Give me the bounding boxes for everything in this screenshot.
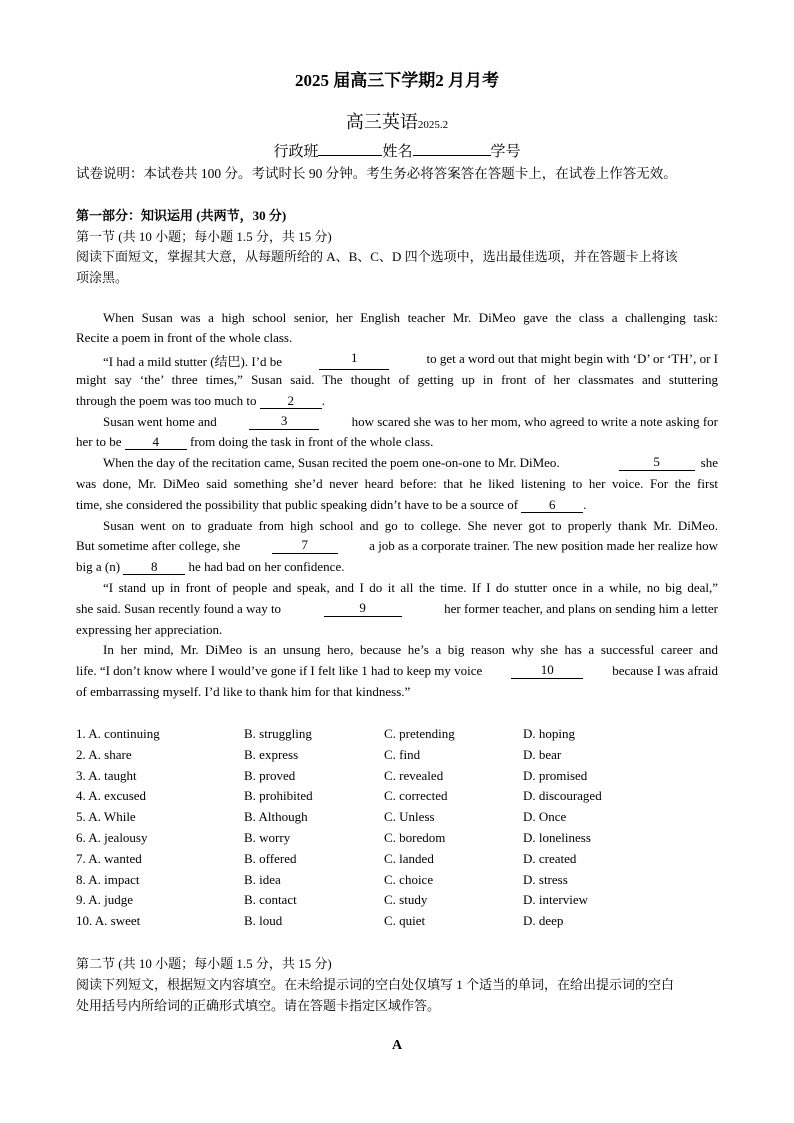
blank-6: 6	[521, 498, 583, 513]
passage-p7-line2	[76, 663, 718, 679]
option-4-b: B. prohibited	[244, 788, 313, 804]
exam-title: 2025 届高三下学期2 月月考	[295, 71, 499, 90]
passage-text: her former teacher, and plans on sending him a letter	[444, 601, 718, 616]
passage-p3-line1	[103, 414, 718, 430]
passage-p2-line3: through the poem was too much to 2 .	[76, 393, 326, 408]
option-10-c: C. quiet	[384, 913, 426, 929]
option-5-d: D. Once	[523, 809, 567, 825]
passage-p7-line3: of embarrassing myself. I’d like to thank him for that kindness.”	[76, 684, 411, 699]
passage-p4-line3: time, she considered the possibility that public speaking didn’t have to be a source of 6 .	[76, 497, 587, 512]
passage-text: life. “I don’t know where I would’ve gone if I felt like 1 had to keep my voice	[76, 663, 483, 678]
passage-text: she	[700, 455, 718, 470]
section2-directions-line2: 处用括号内所给词的正确形式填空。请在答题卡指定区域作答。	[76, 998, 441, 1013]
passage-text: a job as a corporate trainer. The new position made her realize how	[369, 538, 718, 553]
option-3-c: C. revealed	[384, 767, 444, 783]
passage-p4-line2: was done, Mr. DiMeo said something she’d never heard before: that he liked listening to her voice. For the first	[76, 476, 718, 491]
blank-1: 1	[319, 351, 389, 370]
option-8-c: C. choice	[384, 871, 434, 887]
section1-heading: 第一节 (共 10 小题；每小题 1.5 分，共 15 分)	[76, 229, 332, 244]
blank-4: 4	[125, 435, 187, 450]
option-2-b: B. express	[244, 746, 299, 762]
option-1-b: B. struggling	[244, 726, 312, 741]
option-1-a: 1. A. continuing	[76, 726, 160, 741]
section1-directions-line2: 项涂黑。	[76, 270, 129, 285]
passage-text: When the day of the recitation came, Susan recited the poem one-on-one to Mr. DiMeo.	[103, 455, 560, 470]
passage-text: from doing the task in front of the whole class.	[189, 434, 434, 449]
blank-9: 9	[324, 601, 402, 617]
option-10-b: B. loud	[244, 913, 283, 929]
option-5-b: B. Although	[244, 809, 308, 825]
blank-10: 10	[511, 663, 583, 679]
option-3-b: B. proved	[244, 767, 296, 783]
option-2-d: D. bear	[523, 746, 562, 762]
option-4-d: D. discouraged	[523, 788, 602, 804]
option-2-c: C. find	[384, 746, 421, 762]
passage-p4-line1	[103, 455, 718, 471]
passage-text: her to be	[76, 434, 122, 449]
option-9-d: D. interview	[523, 892, 588, 908]
option-9-a: 9. A. judge	[76, 892, 134, 908]
exam-subject	[0, 108, 794, 134]
passage-text: he had bad on her confidence.	[188, 559, 345, 574]
blank-2: 2	[260, 394, 322, 409]
option-2-a: 2. A. share	[76, 746, 132, 762]
option-8-a: 8. A. impact	[76, 871, 140, 887]
subject-label: 高三英语	[345, 112, 418, 132]
passage-text: because I was afraid	[612, 663, 718, 678]
section1-directions-line1: 阅读下面短文，掌握其大意，从每题所给的 A、B、C、D 四个选项中，选出最佳选项，并在答题卡上将该	[76, 249, 678, 264]
passage-p5-line3	[76, 559, 718, 575]
option-9-b: B. contact	[244, 892, 297, 908]
exam-instructions: 试卷说明：本试卷共 100 分。考试时长 90 分钟。考生务必将答案答在答题卡上，在试卷上作答无效。	[76, 166, 677, 181]
passage-p5-line1: Susan went on to graduate from high school and go to college. She never got to properly thank Mr. DiMeo.	[103, 518, 718, 533]
passage-text: through the poem was too much to	[76, 393, 257, 408]
option-4-a: 4. A. excused	[76, 788, 147, 804]
blank-8: 8	[123, 560, 185, 575]
option-10-a: 10. A. sweet	[76, 913, 141, 929]
class-blank	[318, 142, 382, 156]
student-info-line	[0, 140, 794, 161]
passage-text: big a (n)	[76, 559, 121, 574]
blank-7: 7	[272, 538, 338, 554]
option-8-d: D. stress	[523, 871, 568, 887]
exam-date: 2025.2	[417, 119, 449, 131]
option-6-d: D. loneliness	[523, 830, 591, 845]
blank-5: 5	[619, 455, 695, 471]
passage-p6-line2	[76, 601, 718, 617]
option-7-c: C. landed	[384, 850, 434, 866]
passage-p6-line3: expressing her appreciation.	[76, 622, 223, 637]
option-1-c: C. pretending	[384, 726, 455, 741]
option-8-b: B. idea	[244, 871, 281, 887]
passage-text: how scared she was to her mom, who agreed to write a note asking for	[351, 414, 718, 429]
option-6-c: C. boredom	[384, 830, 446, 845]
passage-p3-line2	[76, 434, 718, 450]
option-6-b: B. worry	[244, 830, 291, 845]
id-label: 学号	[490, 144, 521, 160]
option-7-d: D. created	[523, 850, 577, 866]
option-5-a: 5. A. While	[76, 809, 136, 825]
option-1-d: D. hoping	[523, 726, 575, 741]
option-7-a: 7. A. wanted	[76, 850, 142, 866]
option-6-a: 6. A. jealousy	[76, 830, 148, 845]
class-label: 行政班	[273, 144, 319, 160]
name-label: 姓名	[382, 144, 413, 160]
passage-p2-line2: might say ‘the’ three times,” Susan said. The thought of getting up in front of her classmates and stuttering	[76, 372, 718, 387]
passage-text: “I had a mild stutter (结巴). I’d be	[103, 354, 283, 369]
option-9-c: C. study	[384, 892, 428, 908]
option-7-b: B. offered	[244, 850, 297, 866]
passage-text: But sometime after college, she	[76, 538, 241, 553]
passage-text: to get a word out that might begin with ‘D’ or ‘TH’, or I	[426, 351, 718, 366]
passage-text: Susan went home and	[103, 414, 217, 429]
blank-3: 3	[249, 414, 319, 430]
passage-p2-line1	[103, 351, 718, 370]
passage-text: time, she considered the possibility that public speaking didn’t have to be a source of	[76, 497, 519, 512]
passage-text: she said. Susan recently found a way to	[76, 601, 282, 616]
name-blank	[413, 142, 491, 156]
option-10-d: D. deep	[523, 913, 564, 929]
passage-a-label: A	[391, 1038, 403, 1053]
option-5-c: C. Unless	[384, 809, 435, 825]
option-3-d: D. promised	[523, 767, 588, 783]
passage-p5-line2	[76, 538, 718, 554]
section2-directions-line1: 阅读下列短文，根据短文内容填空。在未给提示词的空白处仅填写 1 个适当的单词，在给出提示词的空白	[76, 977, 675, 992]
option-3-a: 3. A. taught	[76, 767, 137, 783]
passage-p7-line1: In her mind, Mr. DiMeo is an unsung hero, because he’s a big reason why she has a successful career and	[103, 642, 718, 657]
passage-p1-line1: When Susan was a high school senior, her English teacher Mr. DiMeo gave the class a challenging task:	[103, 310, 718, 325]
passage-p6-line1: “I stand up in front of people and speak, and I do it all the time. If I do stutter once in a while, no big deal,”	[103, 580, 718, 595]
option-4-c: C. corrected	[384, 788, 448, 804]
part1-heading: 第一部分：知识运用 (共两节，30 分)	[76, 208, 287, 223]
section2-heading: 第二节 (共 10 小题；每小题 1.5 分，共 15 分)	[76, 956, 332, 971]
passage-p1-line2: Recite a poem in front of the whole class.	[76, 330, 293, 345]
